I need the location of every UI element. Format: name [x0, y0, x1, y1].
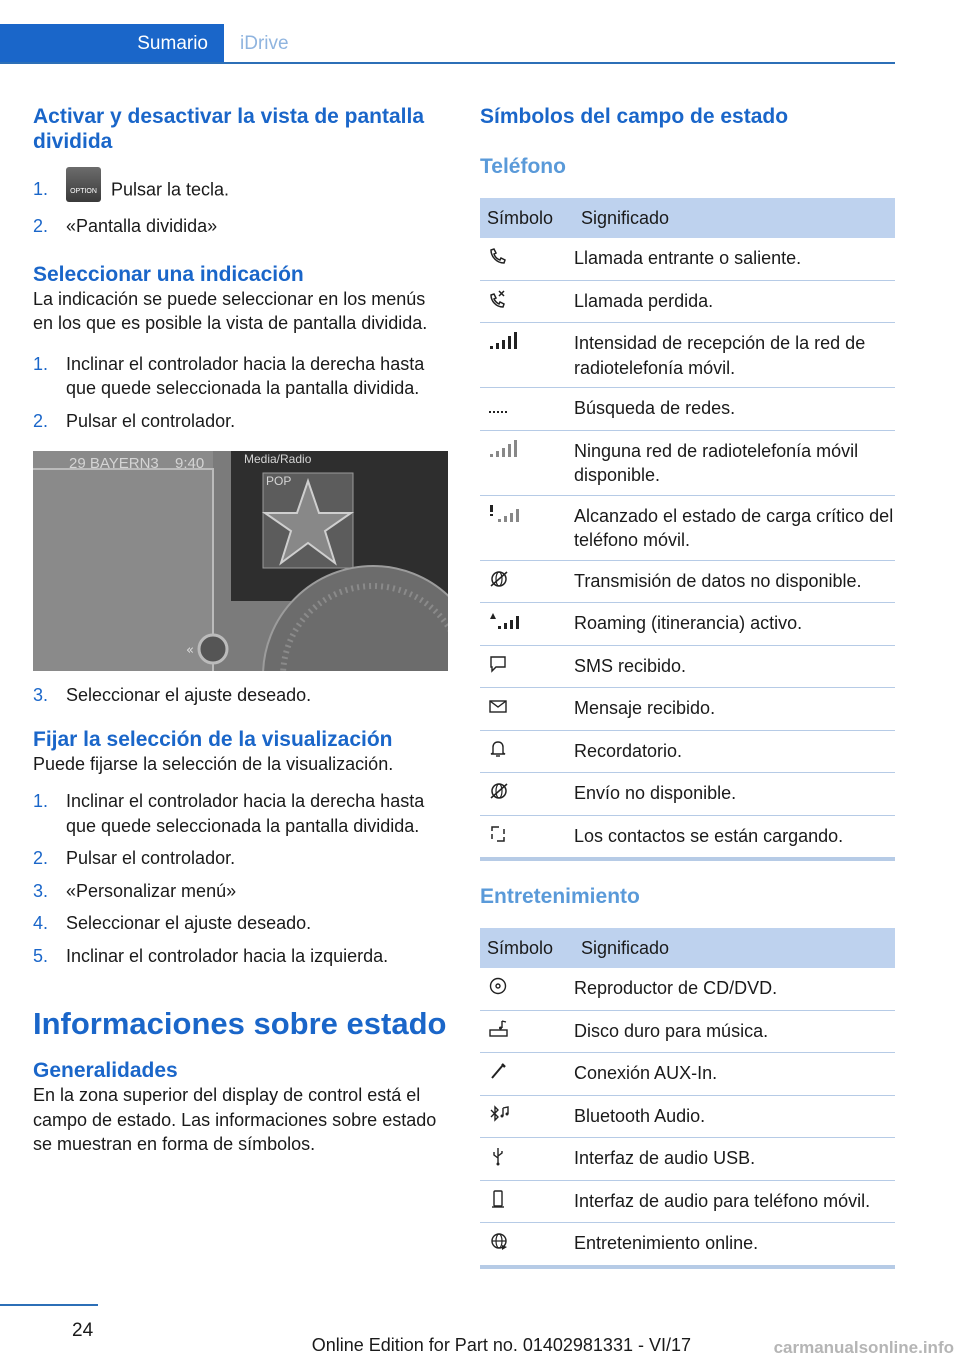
table-row: Entretenimiento online. [480, 1223, 895, 1267]
table-row: Conexión AUX-In. [480, 1053, 895, 1096]
table-row: Intensidad de recepción de la red de radiotelefonía móvil. [480, 323, 895, 388]
control-display-screenshot [33, 451, 448, 671]
left-column [33, 104, 448, 1157]
list-item: 2. Pulsar el controlador. [33, 848, 236, 868]
select-title: Seleccionar una indicación [33, 262, 304, 286]
svg-text:«: « [186, 643, 194, 658]
list-item: 1. OPTION Pulsar la tecla. [33, 171, 448, 208]
watermark: carmanualsonline.info [773, 1338, 954, 1357]
screen-menu: Media/Radio [244, 452, 312, 466]
fix-body: Puede fijarse la selección de la visualización. [33, 753, 394, 774]
table-row: Ninguna red de radiotelefonía móvil disponible. [480, 430, 895, 495]
network-search-icon [488, 396, 510, 416]
table-row: Llamada perdida. [480, 280, 895, 323]
status-section-title: Informaciones sobre estado [33, 1006, 447, 1041]
cd-icon [488, 976, 508, 996]
online-ent-icon [488, 1231, 510, 1251]
aux-icon [488, 1061, 508, 1081]
table-row: SMS recibido. [480, 645, 895, 688]
split-view-title: Activar y desactivar la vista de pantalla dividida [33, 105, 425, 153]
fix-title: Fijar la selección de la visualización [33, 727, 393, 751]
screen-time: 9:40 [175, 455, 205, 472]
table-row: Los contactos se están cargando. [480, 815, 895, 859]
phone-symbol-table [480, 198, 895, 861]
screen-station: 29 BAYERN3 [69, 455, 159, 472]
general-title: Generalidades [33, 1059, 178, 1082]
no-data-icon [488, 569, 510, 589]
screen-genre: POP [266, 474, 292, 488]
table-row: Llamada entrante o saliente. [480, 238, 895, 280]
phone-title: Teléfono [480, 155, 566, 178]
table-row: Roaming (itinerancia) activo. [480, 603, 895, 646]
right-column [480, 104, 895, 1269]
list-item: 4. Seleccionar el ajuste deseado. [33, 913, 312, 933]
edition-text: Online Edition for Part no. 01402981331 - VI/17 [311, 1335, 691, 1355]
table-row: Recordatorio. [480, 730, 895, 773]
usb-icon [488, 1146, 508, 1166]
list-item: 3. Seleccionar el ajuste deseado. [33, 685, 312, 705]
entertainment-symbol-table [480, 928, 895, 1269]
table-row: Alcanzado el estado de carga crítico del teléfono móvil. [480, 495, 895, 560]
mobile-audio-icon [488, 1189, 508, 1209]
send-unavailable-icon [488, 781, 510, 801]
table-row: Disco duro para música. [480, 1010, 895, 1053]
hard-disk-icon [488, 1019, 510, 1039]
general-body: En la zona superior del display de control está el campo de estado. Las informaciones sobre estado se muestran en forma de símbolos. [33, 1085, 437, 1154]
list-item: 2. «Pantalla dividida» [33, 216, 218, 236]
col-meaning: Significado [574, 198, 895, 238]
list-item: 2. Pulsar el controlador. [33, 410, 236, 431]
table-row: Interfaz de audio USB. [480, 1138, 895, 1181]
select-step-3 [33, 683, 448, 708]
col-symbol: Símbolo [480, 198, 574, 238]
low-battery-icon [488, 504, 520, 524]
header-bar [0, 24, 895, 64]
no-network-icon [488, 439, 518, 459]
list-item: 3. «Personalizar menú» [33, 880, 237, 901]
bluetooth-audio-icon [488, 1104, 512, 1124]
bell-icon [488, 739, 508, 759]
missed-call-icon [488, 289, 508, 309]
table-row: Reproductor de CD/DVD. [480, 968, 895, 1010]
split-steps [33, 171, 448, 239]
phone-call-icon [488, 246, 508, 266]
table-row: Búsqueda de redes. [480, 388, 895, 431]
select-body: La indicación se puede seleccionar en los menús en los que es posible la vista de pantalla dividida. [33, 288, 428, 333]
list-item: 1. Inclinar el controlador hacia la derecha hasta que quede seleccionada la pantalla dividida. [33, 791, 425, 836]
tab-idrive[interactable]: iDrive [240, 33, 289, 54]
page-number: 24 [72, 1320, 94, 1341]
status-symbols-title: Símbolos del campo de estado [480, 105, 789, 128]
mail-icon [488, 696, 508, 716]
col-meaning: Significado [574, 928, 895, 968]
sms-icon [488, 654, 508, 674]
table-row: Transmisión de datos no disponible. [480, 560, 895, 603]
table-row: Interfaz de audio para teléfono móvil. [480, 1180, 895, 1223]
contacts-loading-icon [488, 824, 508, 844]
signal-strength-icon [488, 331, 518, 351]
table-row: Bluetooth Audio. [480, 1095, 895, 1138]
option-key-icon: OPTION [66, 167, 101, 202]
list-item: 1. Inclinar el controlador hacia la derecha hasta que quede seleccionada la pantalla dividida. [33, 353, 425, 398]
tab-sumario-label: Sumario [137, 33, 208, 54]
fix-steps [33, 789, 448, 968]
table-row: Envío no disponible. [480, 773, 895, 816]
select-steps [33, 352, 448, 434]
entertainment-title: Entretenimiento [480, 885, 640, 908]
footer-line [0, 1304, 98, 1306]
roaming-icon [488, 611, 520, 631]
col-symbol: Símbolo [480, 928, 574, 968]
tab-sumario[interactable] [0, 24, 224, 62]
table-row: Mensaje recibido. [480, 688, 895, 731]
list-item: 5. Inclinar el controlador hacia la izquierda. [33, 945, 389, 966]
